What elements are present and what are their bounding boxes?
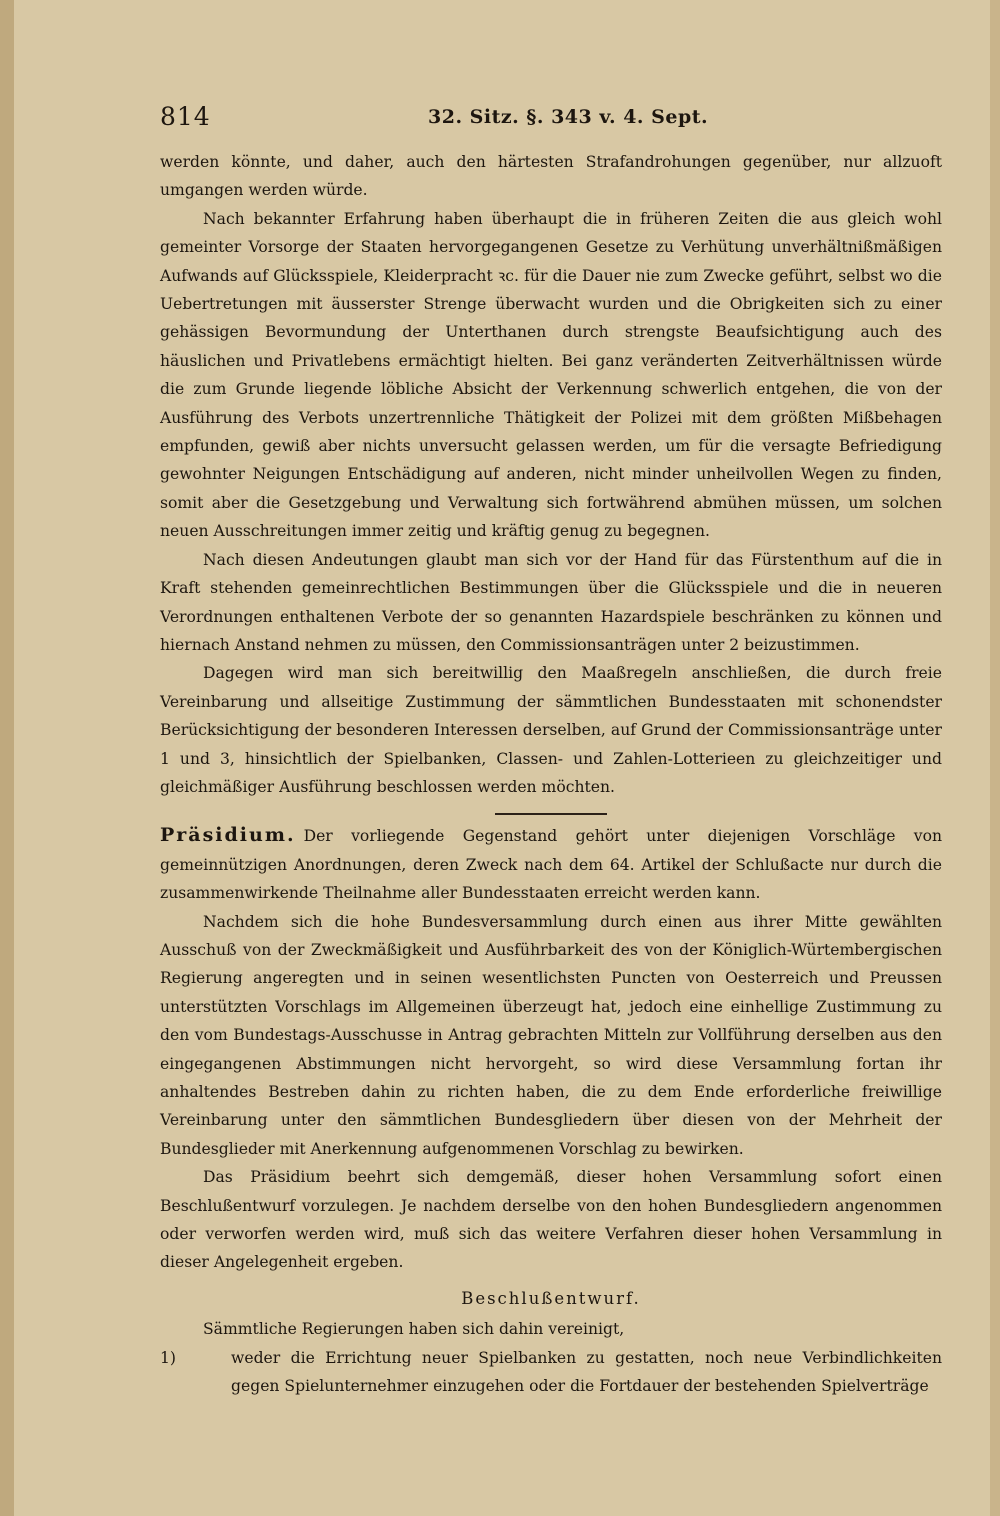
paragraph-1: werden könnte, und daher, auch den härtesten Strafandrohungen gegenüber, nur allzuoft umgangen werden würde. [160, 153, 942, 200]
running-head: 32. Sitz. §. 343 v. 4. Sept. [428, 106, 709, 128]
page-header [160, 102, 940, 136]
presidium-label: Präsidium. [160, 824, 296, 847]
list-item [160, 1344, 942, 1401]
paragraph-7: Das Präsidium beehrt sich demgemäß, dieser hohen Versammlung sofort einen Beschlußentwurf vorzulegen. Je nachdem derselbe von den hohen Bundesgliedern angenommen oder verworfen werden wird, muß sich das weitere Verfahren dieser hohen Versammlung in dieser Angelegenheit ergeben. [160, 1168, 942, 1272]
page-number: 814 [160, 102, 211, 131]
list-item-text: weder die Errichtung neuer Spielbanken zu gestatten, noch neue Verbindlichkeiten gegen Spielunternehmer einzugehen oder die Fortdauer der bestehenden Spielverträge [231, 1348, 942, 1396]
paragraph-4: Dagegen wird man sich bereitwillig den Maaßregeln anschließen, die durch freie Vereinbarung und allseitige Zustimmung der sämmtlichen Bundesstaaten mit schonendster Berücksichtigung der besonderen Interessen derselben, auf Grund der Commissionsanträge unter 1 und 3, hinsichtlich der Spielbanken, Classen- und Zahlen-Lotterieen zu gleichzeitiger und gleichmäßiger Ausführung beschlossen werden möchten. [160, 664, 942, 796]
page-left-edge [0, 0, 14, 1516]
list-item-number: 1) [160, 1348, 177, 1367]
paragraph-5: Der vorliegende Gegenstand gehört unter diejenigen Vorschläge von gemeinnützigen Anordnungen, deren Zweck nach dem 64. Artikel der Schlußacte nur durch die zusammenwirkende Theilnahme aller Bundesstaaten erreicht werden kann. [160, 827, 942, 903]
body-text [160, 148, 942, 1400]
paragraph-2: Nach bekannter Erfahrung haben überhaupt die in früheren Zeiten die aus gleich wohl gemeinter Vorsorge der Staaten hervorgegangenen Gesetze zu Verhütung unverhältnißmäßigen Aufwands auf Glücksspiele, Kleiderpracht ꝛc. für die Dauer nie zum Zwecke geführt, selbst wo die Uebertretungen mit äusserster Strenge überwacht wurden und die Obrigkeiten sich zu einer gehässigen Bevormundung der Unterthanen durch strengste Beaufsichtigung auch des häuslichen und Privatlebens ermächtigt hielten. Bei ganz veränderten Zeitverhältnissen würde die zum Grunde liegende löbliche Absicht der Verkennung schwerlich entgehen, die von der Ausführung des Verbots unzertrennliche Thätigkeit der Polizei mit dem größten Mißbehagen empfunden, gewiß aber nichts unversucht gelassen werden, um für die versagte Befriedigung gewohnter Neigungen Entschädigung auf anderen, nicht minder unheilvollen Wegen zu finden, somit aber die Gesetzgebung und Verwaltung sich fortwährend abmühen müssen, um solchen neuen Ausschreitungen immer zeitig und kräftig genug zu begegnen. [160, 209, 942, 541]
paragraph-6: Nachdem sich die hohe Bundesversammlung durch einen aus ihrer Mitte gewählten Ausschuß von der Zweckmäßigkeit und Ausführbarkeit des von der Königlich-Würtembergischen Regierung angeregten und in seinen wesentlichsten Puncten von Oesterreich und Preussen unterstützten Vorschlags im Allgemeinen überzeugt hat, jedoch eine einhellige Zustimmung zu den vom Bundestags-Ausschusse in Antrag gebrachten Mitteln zur Vollführung derselben aus den eingegangenen Abstimmungen nicht hervorgeht, so wird diese Versammlung fortan ihr anhaltendes Bestreben dahin zu richten haben, die zu dem Ende erforderliche freiwillige Vereinbarung unter den sämmtlichen Bundesgliedern über diesen von der Mehrheit der Bundesglieder mit Anerkennung aufgenommenen Vorschlag zu bewirken. [160, 912, 942, 1158]
paragraph-3: Nach diesen Andeutungen glaubt man sich vor der Hand für das Fürstenthum auf die in Kraft stehenden gemeinrechtlichen Bestimmungen über die Glücksspiele und die in neueren Verordnungen enthaltenen Verbote der so genannten Hazardspiele beschränken zu können und hiernach Anstand nehmen zu müssen, den Commissionsanträgen unter 2 beizustimmen. [160, 550, 942, 654]
section-divider [495, 813, 607, 815]
paragraph-8: Sämmtliche Regierungen haben sich dahin vereinigt, [203, 1320, 625, 1339]
resolution-heading: Beschlußentwurf. [461, 1288, 641, 1308]
presidium-paragraph [160, 821, 942, 907]
page-right-edge [990, 0, 1000, 1516]
